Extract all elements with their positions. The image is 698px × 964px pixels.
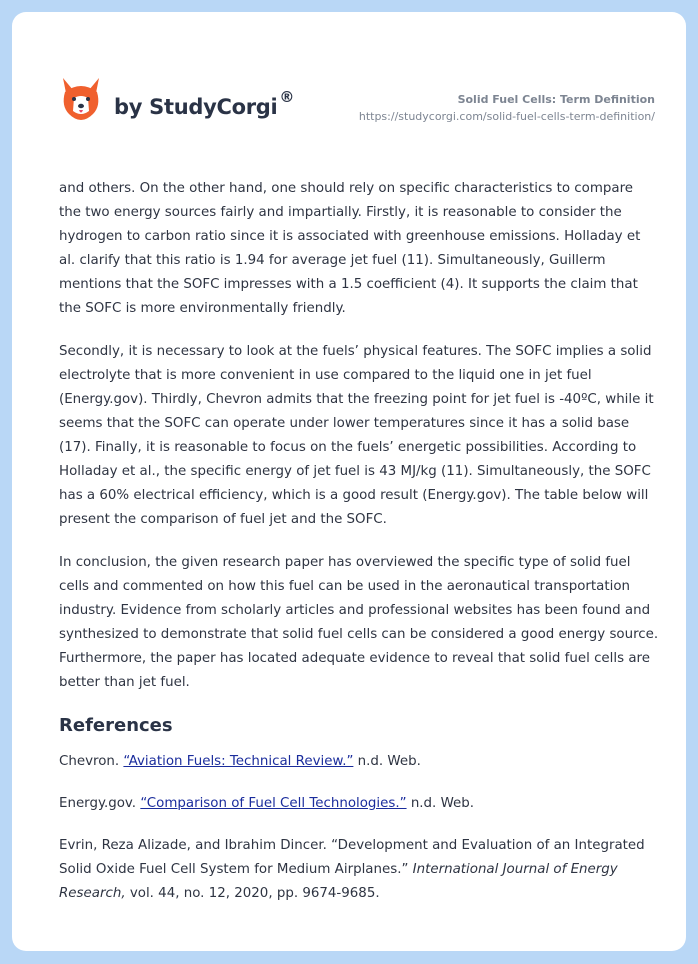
document-url: https://studycorgi.com/solid-fuel-cells-term-definition/: [358, 110, 655, 123]
reference-item: [59, 792, 659, 816]
brand-text: by StudyCorgi: [114, 95, 278, 119]
page-header: [12, 12, 686, 152]
reference-suffix: n.d. Web.: [406, 796, 475, 811]
corgi-logo-icon[interactable]: [60, 76, 102, 122]
document-page: [12, 12, 686, 951]
body-paragraph: In conclusion, the given research paper has overviewed the specific type of solid fuel cells and commented on how this fuel can be used in the aeronautical transportation industry. Evidence from scholarly articles and professional websites has been found and synthesized to demonstrate that solid fuel cells can be considered a good energy source. Furthermore, the paper has located adequate evidence to reveal that solid fuel cells are better than jet fuel.: [59, 555, 659, 690]
reference-item: [59, 834, 659, 906]
references-heading: References: [59, 715, 173, 736]
reference-item: [59, 750, 659, 774]
reference-suffix: vol. 44, no. 12, 2020, pp. 9674-9685.: [125, 886, 380, 901]
brand-name[interactable]: [114, 88, 295, 119]
reference-journal: International Journal of Energy Research,: [59, 862, 618, 901]
reference-link[interactable]: “Aviation Fuels: Technical Review.”: [123, 754, 354, 769]
reference-prefix: Energy.gov.: [59, 796, 141, 811]
body-paragraph: and others. On the other hand, one should rely on specific characteristics to compare the two energy sources fairly and impartially. Firstly, it is reasonable to consider the hydrogen to carbon ratio since it is associated with greenhouse emissions. Holladay et al. clarify that this ratio is 1.94 for average jet fuel (11). Simultaneously, Guillerm mentions that the SOFC impresses with a 1.5 coefficient (4). It supports the claim that the SOFC is more environmentally friendly.: [59, 181, 641, 316]
registered-mark: ®: [279, 88, 295, 106]
body-paragraph: Secondly, it is necessary to look at the fuels’ physical features. The SOFC implies a solid electrolyte that is more convenient in use compared to the liquid one in jet fuel (Energy.gov). Thirdly, Chevron admits that the freezing point for jet fuel is -40ºC, while it seems that the SOFC can operate under lower temperatures since it has a solid base (17). Finally, it is reasonable to focus on the fuels’ energetic possibilities. According to Holladay et al., the specific energy of jet fuel is 43 MJ/kg (11). Simultaneously, the SOFC has a 60% electrical efficiency, which is a good result (Energy.gov). The table below will present the comparison of fuel jet and the SOFC.: [59, 344, 654, 527]
reference-suffix: n.d. Web.: [353, 754, 421, 769]
reference-prefix: Chevron.: [59, 754, 124, 769]
document-title: Solid Fuel Cells: Term Definition: [457, 93, 655, 106]
reference-prefix: Evrin, Reza Alizade, and Ibrahim Dincer. “Development and Evaluation of an Integrated Solid Oxide Fuel Cell System for Medium Airplanes.”: [59, 838, 645, 877]
document-body: [59, 177, 659, 924]
reference-link[interactable]: “Comparison of Fuel Cell Technologies.”: [140, 796, 407, 811]
